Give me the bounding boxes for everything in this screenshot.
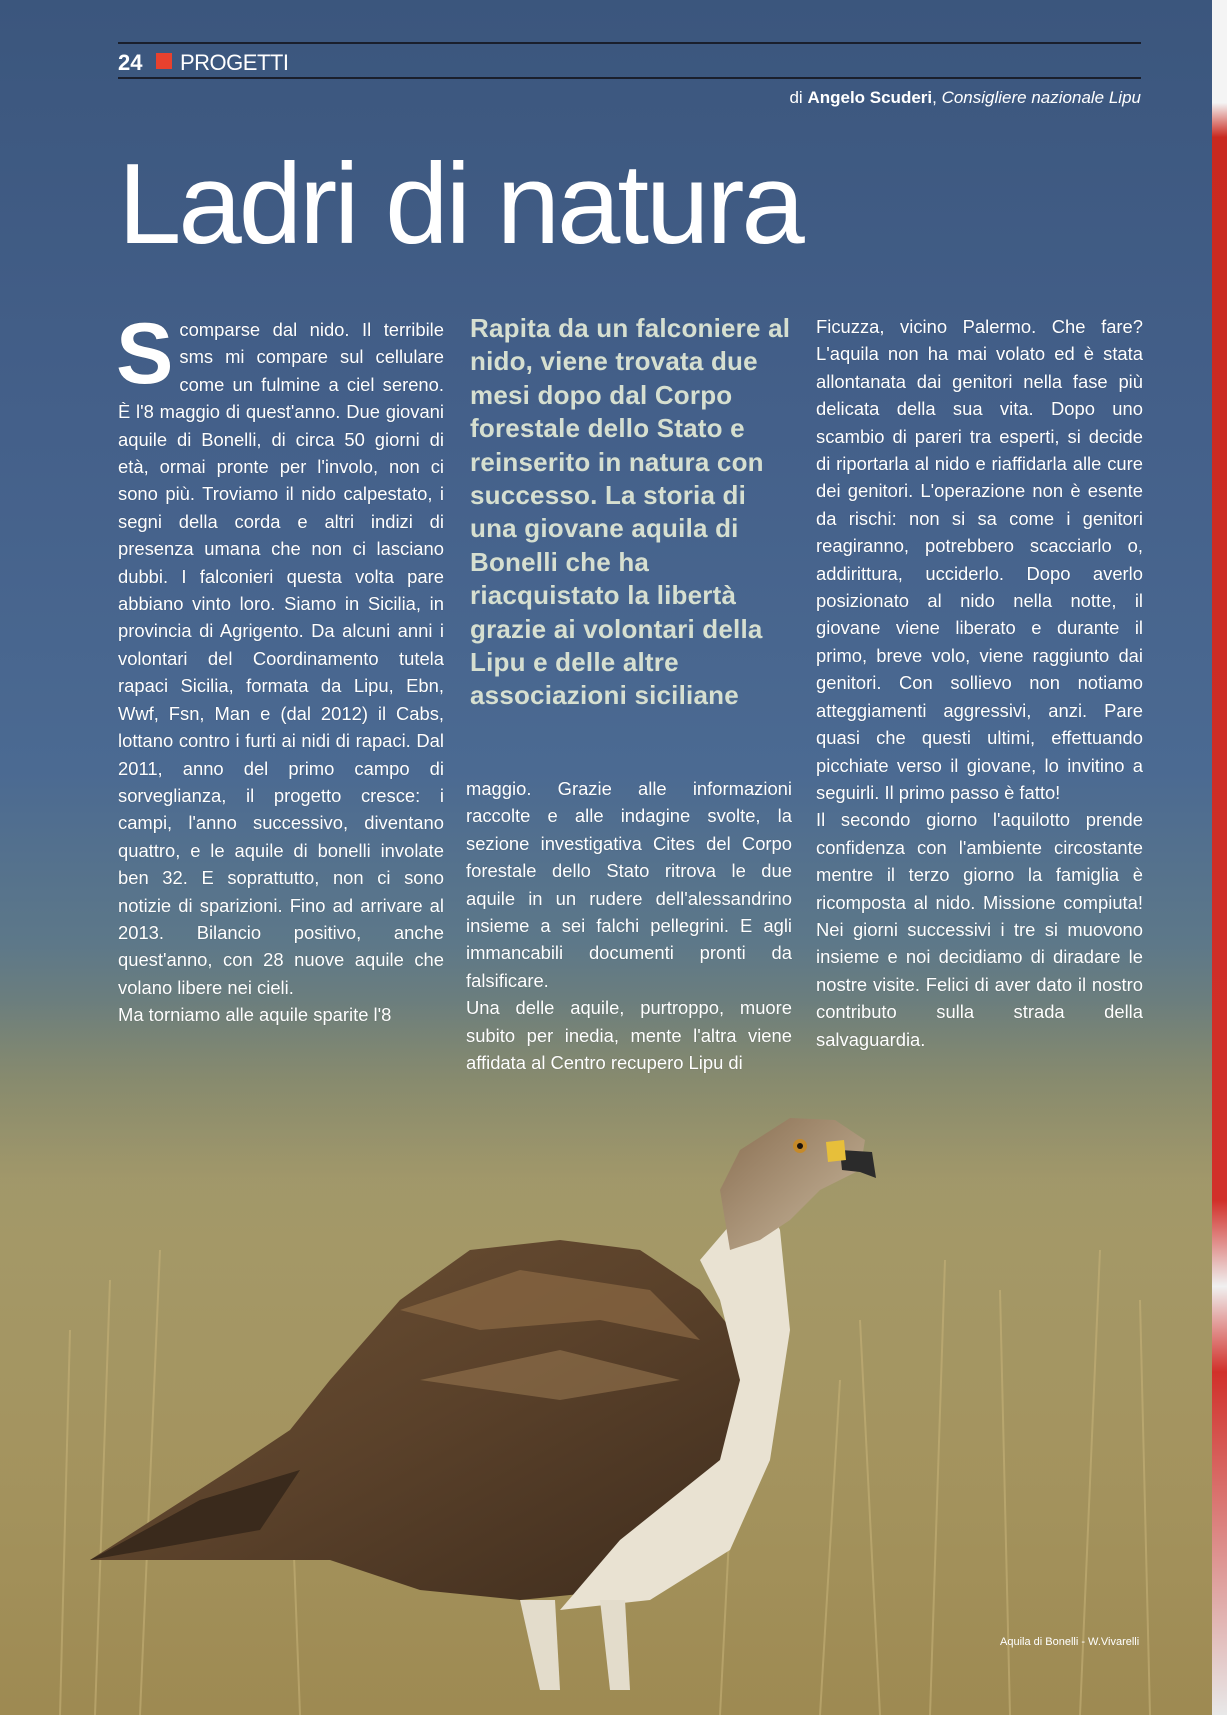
byline-role: Consigliere nazionale Lipu xyxy=(941,88,1141,107)
article-paragraph xyxy=(116,306,444,1001)
paragraph-text: comparse dal nido. Il terribile sms mi compare sul cellulare come un fulmine a ciel sereno. È l'8 maggio di quest'anno. Due giovani aquile di Bonelli, di circa 50 giorni di età, ormai pronte per l'involo, non ci sono più. Troviamo il nido calpestato, i segni della corda e altri indizi di presenza umana che non ci lasciano dubbi. I falconieri questa volta pare abbiano vinto loro. Siamo in Sicilia, in provincia di Agrigento. Da alcuni anni i volontari del Coordinamento tutela rapaci Sicilia, formata da Lipu, Ebn, Wwf, Fsn, Man e (dal 2012) il Cabs, lottano contro i furti ai nidi di rapaci. Dal 2011, anno del primo campo di sorveglianza, il progetto cresce: i campi, l'anno successivo, diventano quattro, e le aquile di bonelli involate ben 32. E soprattutto, non ci sono notizie di sparizioni. Fino ad arrivare al 2013. Bilancio positivo, anche quest'anno, con 28 nuove aquile che volano libere nei cieli. xyxy=(118,319,444,998)
article-paragraph: Ma torniamo alle aquile sparite l'8 xyxy=(118,1004,392,1026)
article-column-3 xyxy=(816,313,1143,1053)
article-title: Ladri di natura xyxy=(118,141,802,268)
standfirst: Rapita da un falconiere al nido, viene trovata due mesi dopo dal Corpo forestale dello Stato e reinserito in natura con successo. La storia di una giovane aquila di Bonelli che ha riacquistato la libertà grazie ai volontari della Lipu e delle altre associazioni siciliane xyxy=(470,313,791,711)
article-paragraph: Una delle aquile, purtroppo, muore subito per inedia, mente l'altra viene affidata al Centro recupero Lipu di xyxy=(466,997,792,1074)
article-column-1 xyxy=(116,306,444,1029)
header-rule-bottom xyxy=(118,77,1141,79)
section-label: PROGETTI xyxy=(180,50,289,75)
page-edge xyxy=(1212,0,1227,1715)
byline-author: Angelo Scuderi xyxy=(807,88,933,107)
byline: di Angelo Scuderi, Consigliere nazionale Lipu xyxy=(789,88,1141,107)
header-rule-top xyxy=(118,42,1141,44)
article-column-2 xyxy=(466,775,792,1076)
photo-caption: Aquila di Bonelli - W.Vivarelli xyxy=(1000,1636,1140,1648)
section-marker-icon xyxy=(156,53,172,69)
page-header xyxy=(118,42,1141,80)
article-paragraph: maggio. Grazie alle informazioni raccolte e alle indagine svolte, la sezione investigativa Cites del Corpo forestale dello Stato ritrova le due aquile in un rudere dell'alessandrino insieme a sei falchi pellegrini. E agli immancabili documenti pronti da falsificare. xyxy=(466,778,792,991)
page-number: 24 xyxy=(118,50,143,75)
byline-prefix: di xyxy=(789,88,803,107)
drop-cap: S xyxy=(116,306,174,402)
article-paragraph: Ficuzza, vicino Palermo. Che fare? L'aquila non ha mai volato ed è stata allontanata dai genitori nella fase più delicata della sua vita. Dopo uno scambio di pareri tra esperti, si decide di riportarla al nido e riaffidarla alle cure dei genitori. L'operazione non è esente da rischi: non si sa come i genitori reagiranno, potrebbero scacciarlo o, addirittura, ucciderlo. Dopo averlo posizionato al nido nella notte, il giovane viene liberato e durante il primo, breve volo, viene raggiunto dai genitori. Con sollievo non notiamo atteggiamenti aggressivi, anzi. Pare quasi che questi ultimi, effettuando picchiate verso il giovane, lo invitino a seguirli. Il primo passo è fatto! xyxy=(816,316,1143,803)
article-paragraph: Il secondo giorno l'aquilotto prende confidenza con l'ambiente circostante mentre il terzo giorno la famiglia è ricomposta al nido. Missione compiuta! Nei giorni successivi i tre si muovono insieme e noi decidiamo di diradare le nostre visite. Felici di aver dato il nostro contributo sulla strada della salvaguardia. xyxy=(816,809,1143,1050)
